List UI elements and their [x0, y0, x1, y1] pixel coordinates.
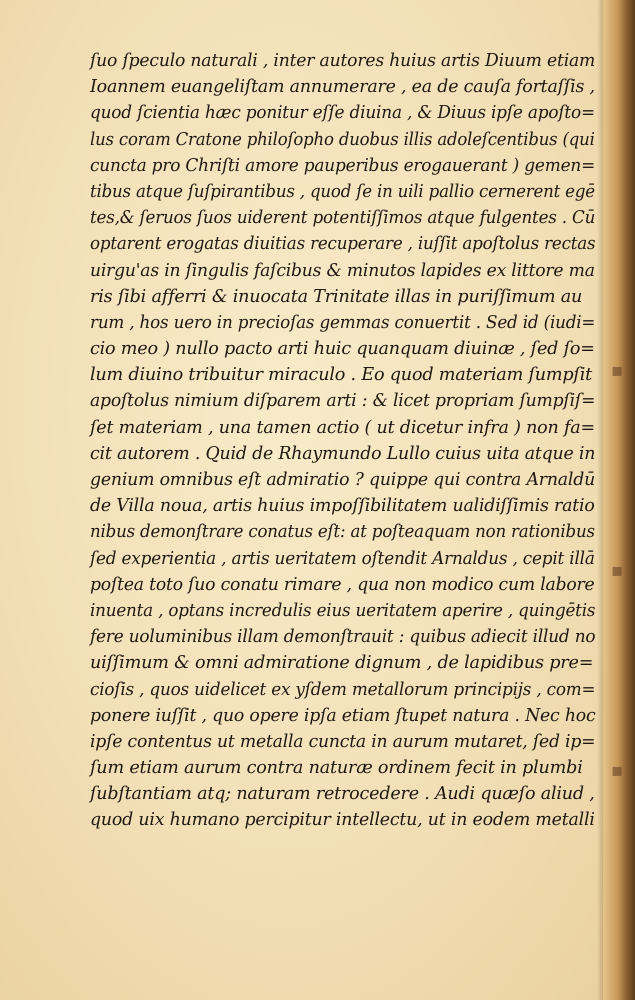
text-line: ſet materiam , una tamen actio ( ut dicetur infra ) non fa=	[90, 417, 595, 438]
text-line: inuenta , optans incredulis eius ueritatem aperire , quingētis	[90, 600, 596, 621]
text-line: ſuo ſpeculo naturali , inter autores huius artis Diuum etiam	[90, 51, 596, 71]
text-line: lum diuino tribuitur miraculo . Eo quod materiam ſumpſit	[90, 365, 593, 386]
text-line: uirgu'as in ſingulis faſcibus & minutos lapides ex littore ma	[90, 260, 595, 281]
text-line: rum , hos uero in precioſas gemmas conuertit . Sed id (iudi=	[90, 312, 596, 333]
text-line: optarent erogatas diuitias recuperare , iuſſit apoſtolus rectas	[90, 234, 596, 255]
text-line: nibus demonſtrare conatus eſt: at poſteaquam non rationibus	[90, 522, 595, 543]
text-line: ſubſtantiam atq; naturam retrocedere . Audi quæſo aliud ,	[90, 784, 595, 805]
book-gutter	[603, 0, 635, 1000]
text-line: quod ſcientia hæc ponitur eſſe diuina , & Diuus ipſe apoſto=	[90, 103, 595, 124]
bleed-through-mark: ▪	[611, 360, 624, 381]
text-line: lus coram Cratone philoſopho duobus illis adoleſcentibus (qui	[90, 129, 595, 150]
text-line: ſed experientia , artis ueritatem oſtendit Arnaldus , cepit illā	[90, 548, 595, 569]
text-line: ſum etiam aurum contra naturæ ordinem fecit in plumbi	[90, 758, 583, 779]
text-line: quod uix humano percipitur intellectu, ut in eodem metalli	[90, 810, 595, 831]
text-line: Ioannem euangeliſtam annumerare , ea de cauſa fortaſſis ,	[90, 77, 595, 98]
page-text	[90, 48, 596, 834]
text-line: cuncta pro Chriſti amore pauperibus erogauerant ) gemen=	[90, 155, 596, 176]
text-line: tibus atque ſuſpirantibus , quod ſe in uili pallio cernerent egē	[90, 181, 595, 202]
bleed-through-mark: ▪	[611, 760, 624, 781]
text-line: fere uoluminibus illam demonſtrauit : quibus adiecit illud no	[90, 627, 596, 648]
text-line: ponere iuſſit , quo opere ipſa etiam ſtupet natura . Nec hoc	[90, 705, 596, 726]
text-line: genium omnibus eſt admiratio ? quippe qui contra Arnaldū	[90, 470, 596, 490]
text-line: uiſſimum & omni admiratione dignum , de lapidibus pre=	[90, 653, 594, 674]
text-line: cio meo ) nullo pacto arti huic quanquam diuinæ , ſed ſo=	[90, 339, 595, 360]
text-line: tes,& ſeruos ſuos uiderent potentiſſimos atque fulgentes . Cū	[90, 208, 596, 229]
bleed-through-mark: ▪	[611, 560, 624, 581]
text-line: ipſe contentus ut metalla cuncta in aurum mutaret, ſed ip=	[90, 731, 596, 752]
text-line: de Villa noua, artis huius impoſſibilitatem ualidiſſimis ratio	[90, 496, 595, 517]
text-line: cioſis , quos uidelicet ex yſdem metallorum principijs , com=	[90, 679, 596, 700]
text-line: cit autorem . Quid de Rhaymundo Lullo cuius uita atque in	[90, 443, 596, 464]
text-line: apoſtolus nimium diſparem arti : & licet propriam ſumpſiſ=	[90, 391, 596, 412]
text-line: ris ſibi afferri & inuocata Trinitate illas in puriſſimum au	[90, 286, 583, 307]
text-line: poſtea toto ſuo conatu rimare , qua non modico cum labore	[90, 574, 595, 595]
